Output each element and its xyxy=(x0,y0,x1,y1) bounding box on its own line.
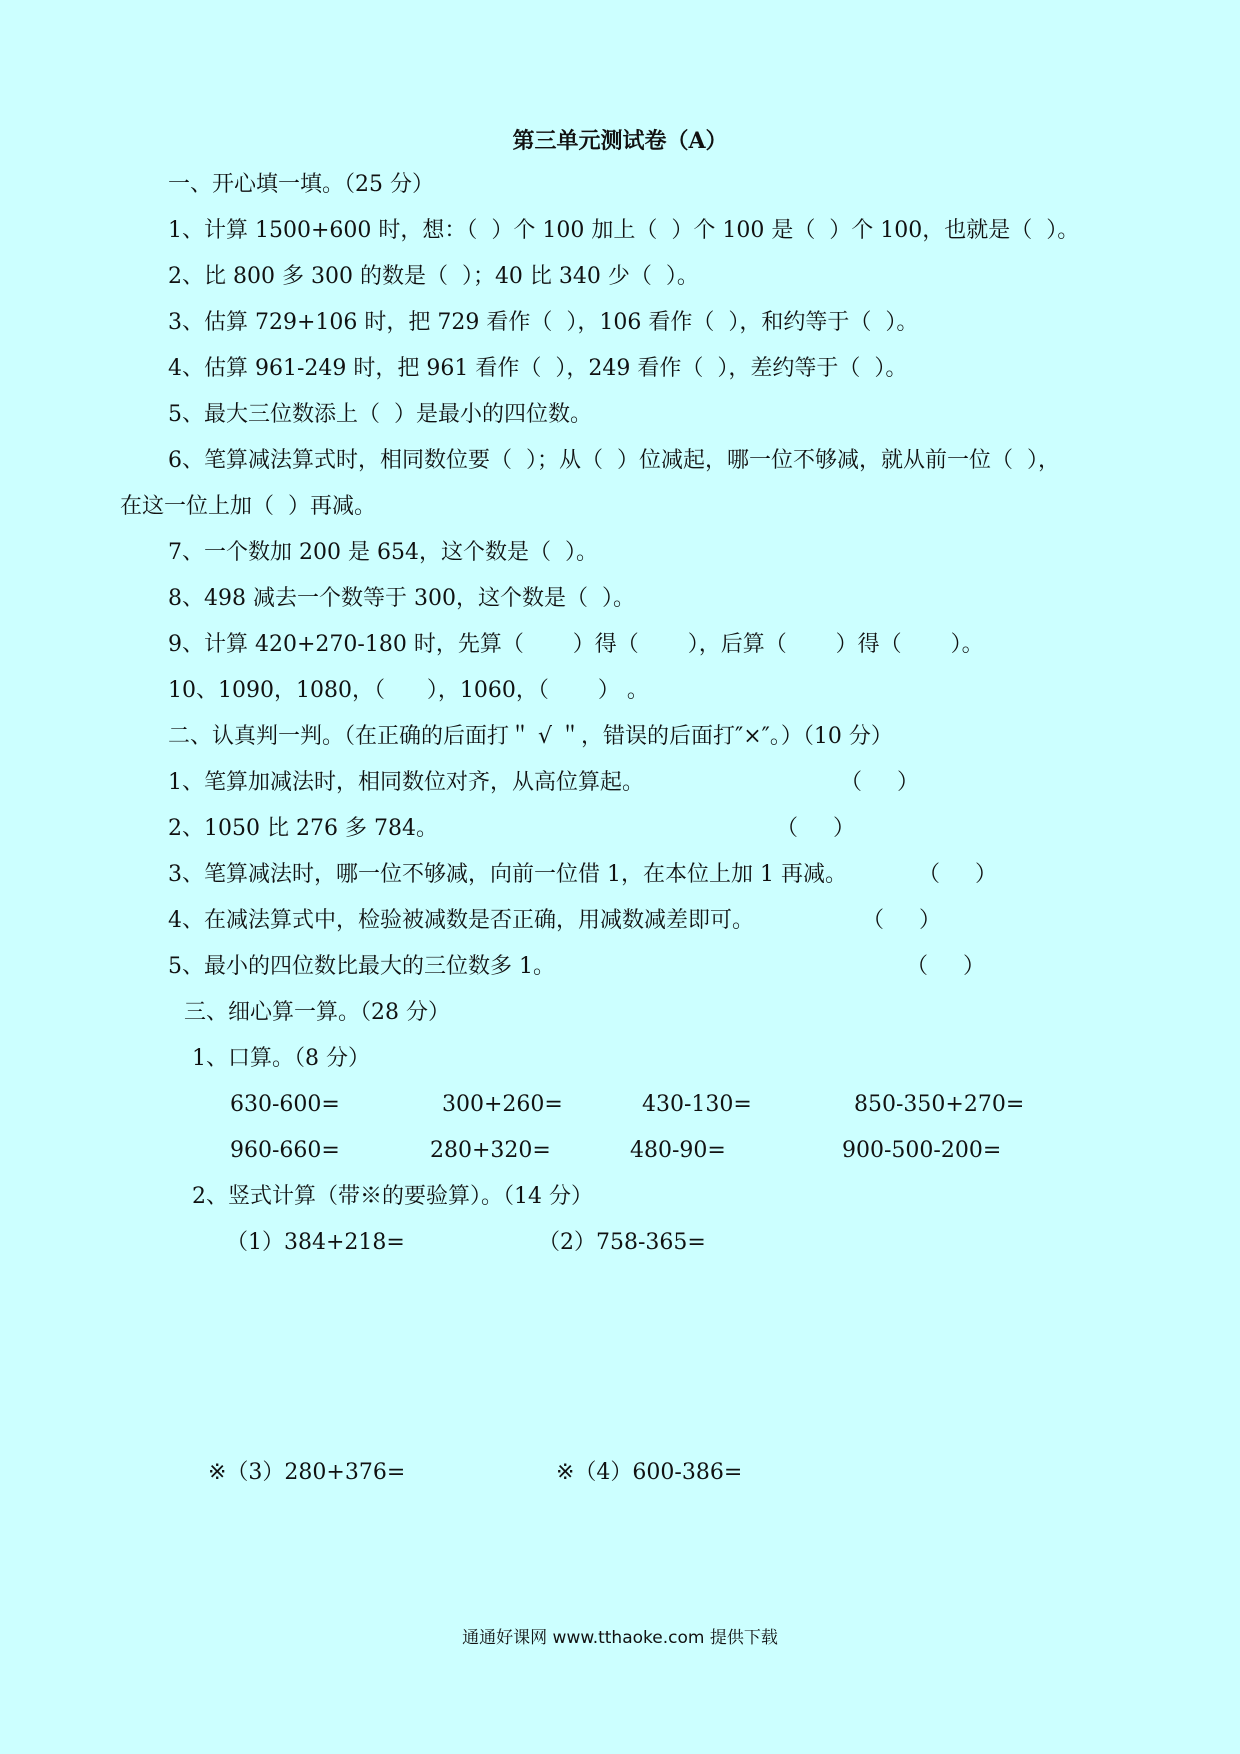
judge-4-blank: （ ） xyxy=(862,908,941,933)
oral-item: 900-500-200= xyxy=(842,1138,1002,1163)
oral-item: 300+260= xyxy=(442,1092,563,1117)
question-1-8: 8、498 减去一个数等于 300，这个数是（ ）。 xyxy=(168,586,635,611)
question-1-6: 6、笔算减法算式时，相同数位要（ ）；从（ ）位减起，哪一位不够减，就从前一位（ ）， xyxy=(168,448,1060,473)
oral-item: 480-90= xyxy=(630,1138,726,1163)
oral-item: 630-600= xyxy=(230,1092,340,1117)
judge-5-blank: （ ） xyxy=(906,954,985,979)
question-1-6-cont: 在这一位上加（ ）再减。 xyxy=(120,494,376,519)
footer-credit: 通通好课网 www.tthaoke.com 提供下载 xyxy=(462,1628,778,1648)
question-1-7: 7、一个数加 200 是 654，这个数是（ ）。 xyxy=(168,540,598,565)
section2-heading: 二、认真判一判。（在正确的后面打＂ √ ＂，错误的后面打″×″。）（10 分） xyxy=(168,724,893,749)
oral-item: 280+320= xyxy=(430,1138,551,1163)
oral-item: 850-350+270= xyxy=(854,1092,1025,1117)
judge-1-blank: （ ） xyxy=(840,770,919,795)
oral-item: 430-130= xyxy=(642,1092,752,1117)
judge-1: 1、笔算加减法时，相同数位对齐，从高位算起。 xyxy=(168,770,644,795)
page-title: 第三单元测试卷（A） xyxy=(512,128,728,154)
judge-5: 5、最小的四位数比最大的三位数多 1。 xyxy=(168,954,555,979)
question-1-9: 9、计算 420+270-180 时，先算（ ）得（ ），后算（ ）得（ ）。 xyxy=(168,632,984,657)
question-1-1: 1、计算 1500+600 时，想：（ ）个 100 加上（ ）个 100 是（ ）个 100，也就是（ ）。 xyxy=(168,218,1080,243)
vertical-item: ※（4）600-386= xyxy=(556,1460,743,1485)
oral-heading: 1、口算。（8 分） xyxy=(192,1046,370,1071)
question-1-5: 5、最大三位数添上（ ）是最小的四位数。 xyxy=(168,402,592,427)
judge-3-blank: （ ） xyxy=(918,862,997,887)
vertical-item: （2）758-365= xyxy=(538,1230,706,1255)
vertical-item: ※（3）280+376= xyxy=(208,1460,406,1485)
section1-heading: 一、开心填一填。（25 分） xyxy=(168,172,434,197)
question-1-10: 10、1090，1080，（ ），1060，（ ） 。 xyxy=(168,678,649,703)
judge-3: 3、笔算减法时，哪一位不够减，向前一位借 1，在本位上加 1 再减。 xyxy=(168,862,847,887)
question-1-3: 3、估算 729+106 时，把 729 看作（ ），106 看作（ ），和约等于（ ）。 xyxy=(168,310,919,335)
vertical-item: （1）384+218= xyxy=(226,1230,405,1255)
judge-4: 4、在减法算式中，检验被减数是否正确，用减数减差即可。 xyxy=(168,908,754,933)
judge-2-blank: （ ） xyxy=(776,816,855,841)
question-1-4: 4、估算 961-249 时，把 961 看作（ ），249 看作（ ），差约等于（ ）。 xyxy=(168,356,908,381)
section3-heading: 三、细心算一算。（28 分） xyxy=(184,1000,450,1025)
vertical-heading: 2、竖式计算（带※的要验算）。（14 分） xyxy=(192,1184,593,1209)
question-1-2: 2、比 800 多 300 的数是（ ）；40 比 340 少（ ）。 xyxy=(168,264,699,289)
judge-2: 2、1050 比 276 多 784。 xyxy=(168,816,438,841)
oral-item: 960-660= xyxy=(230,1138,340,1163)
